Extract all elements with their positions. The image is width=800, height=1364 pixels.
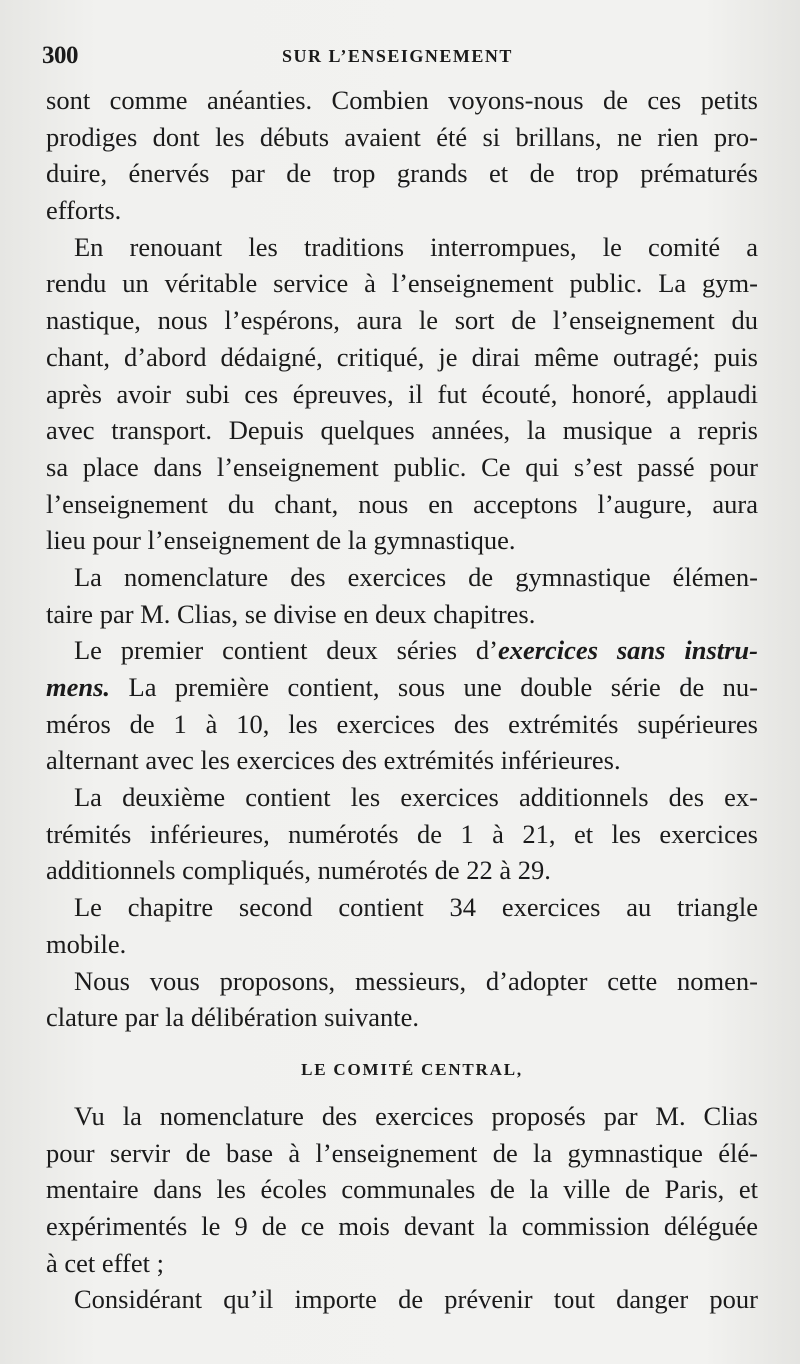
text-line: prodiges dont les débuts avaient été si brillans, ne rien pro- <box>46 121 758 152</box>
text-line: taire par M. Clias, se divise en deux chapitres. <box>46 598 536 629</box>
text-line: La nomenclature des exercices de gymnastique élémen- <box>74 561 758 592</box>
text-line: l’enseignement du chant, nous en acceptons l’augure, aura <box>46 488 758 519</box>
text-line: avec transport. Depuis quelques années, la musique a repris <box>46 415 758 446</box>
paragraph <box>46 963 758 1036</box>
text-line <box>46 669 758 706</box>
text-line: efforts. <box>46 195 122 226</box>
text-line: Considérant qu’il importe de prévenir tout danger pour <box>74 1284 758 1315</box>
text-run: Le premier contient deux séries d’ <box>74 635 498 666</box>
paragraph <box>46 632 758 779</box>
text-line: rendu un véritable service à l’enseignement public. La gym- <box>46 268 758 299</box>
text-line: La deuxième contient les exercices additionnels des ex- <box>74 782 758 813</box>
text-line: clature par la délibération suivante. <box>46 1002 420 1033</box>
text-line: lieu pour l’enseignement de la gymnastique. <box>46 525 516 556</box>
text-line: sont comme anéanties. Combien voyons-nous de ces petits <box>46 85 758 115</box>
page-number: 300 <box>42 42 78 69</box>
italic-phrase: exercices sans instru- <box>497 635 758 666</box>
text-run: La première contient, sous une double série de nu- <box>110 672 758 702</box>
text-line: après avoir subi ces épreuves, il fut écouté, honoré, applaudi <box>46 378 758 409</box>
text-line: chant, d’abord dédaigné, critiqué, je dirai même outragé; puis <box>46 341 758 372</box>
text-line <box>46 632 758 669</box>
page-header <box>42 40 762 76</box>
text-line: méros de 1 à 10, les exercices des extrémités supérieures <box>46 708 758 739</box>
paragraph <box>46 82 758 229</box>
paragraph <box>46 1098 758 1281</box>
text-line: nastique, nous l’espérons, aura le sort de l’enseignement du <box>46 305 758 336</box>
text-line: mobile. <box>46 928 127 959</box>
paragraph <box>46 559 758 632</box>
text-line: duire, énervés par de trop grands et de trop prématurés <box>46 158 758 189</box>
paragraph <box>46 779 758 889</box>
text-line: Nous vous proposons, messieurs, d’adopter cette nomen- <box>74 965 758 996</box>
text-line: Le chapitre second contient 34 exercices au triangle <box>74 892 758 923</box>
italic-phrase: mens. <box>46 672 111 702</box>
text-line: à cet effet ; <box>46 1247 164 1278</box>
text-line: sa place dans l’enseignement public. Ce qui s’est passé pour <box>46 451 758 482</box>
page-body <box>46 82 758 1318</box>
text-line: Vu la nomenclature des exercices proposés par M. Clias <box>74 1100 758 1131</box>
text-line: mentaire dans les écoles communales de la ville de Paris, et <box>46 1174 758 1205</box>
text-line: pour servir de base à l’enseignement de la gymnastique élé- <box>46 1137 758 1168</box>
text-line: expérimentés le 9 de ce mois devant la commission déléguée <box>46 1210 758 1241</box>
paragraph <box>46 1281 758 1318</box>
text-line: En renouant les traditions interrompues, le comité a <box>74 231 758 262</box>
paragraph <box>46 889 758 962</box>
paragraph <box>46 229 758 559</box>
text-line: trémités inférieures, numérotés de 1 à 21, et les exercices <box>46 818 758 849</box>
text-line: additionnels compliqués, numérotés de 22 à 29. <box>46 855 551 886</box>
running-title: SUR L’ENSEIGNEMENT <box>282 46 513 66</box>
text-line: alternant avec les exercices des extrémités inférieures. <box>46 745 621 776</box>
section-heading: LE COMITÉ CENTRAL, <box>301 1059 523 1079</box>
